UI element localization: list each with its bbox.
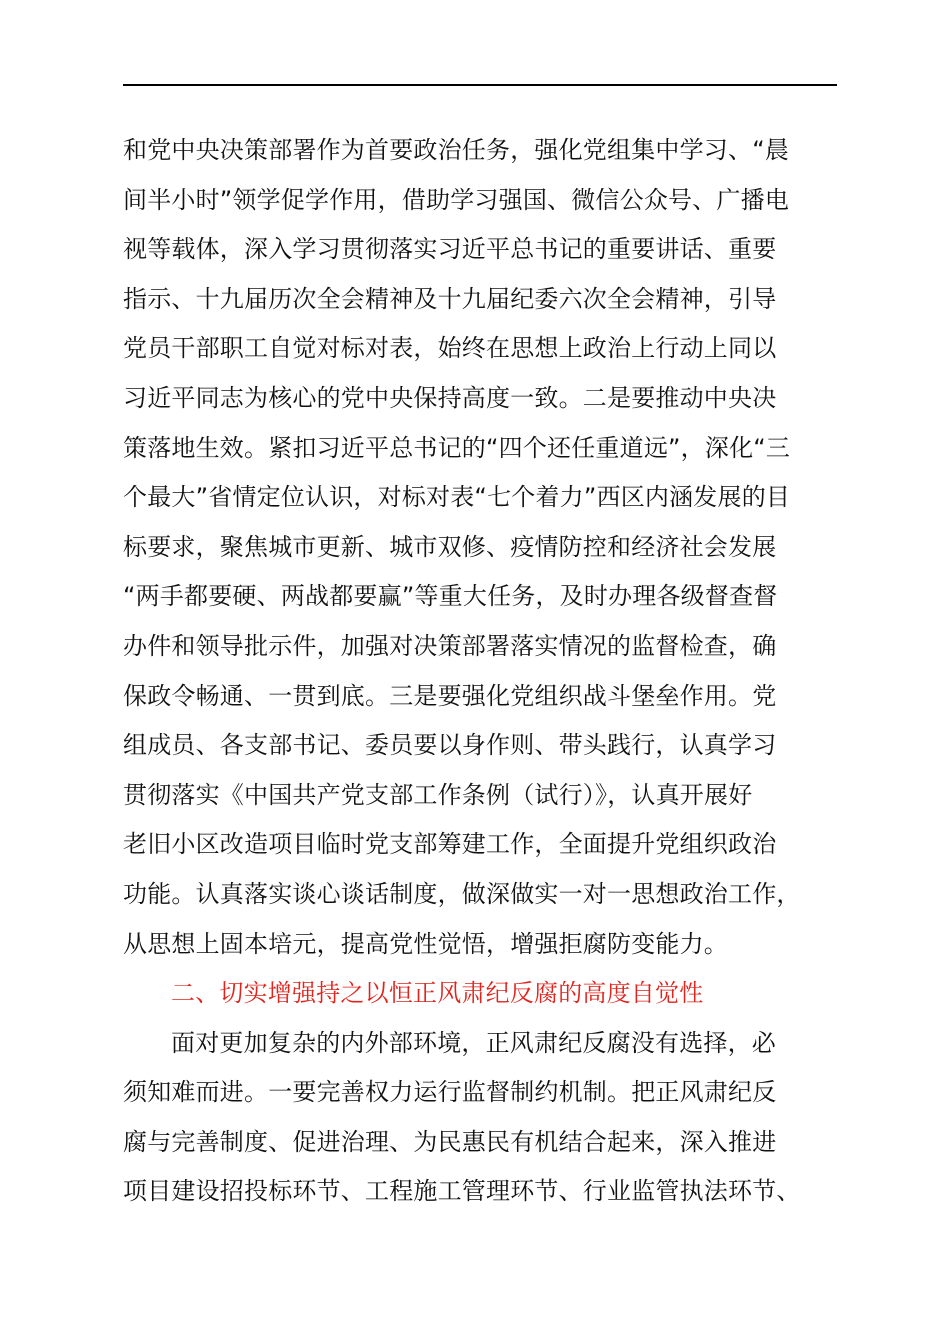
paragraph-line: “两手都要硬、两战都要赢”等重大任务，及时办理各级督查督: [123, 582, 778, 611]
paragraph-line: 贯彻落实《中国共产党支部工作条例（试行）》，认真开展好: [123, 780, 753, 809]
paragraph-line: 功能。认真落实谈心谈话制度，做深做实一对一思想政治工作，: [123, 879, 801, 908]
paragraph-line: 和党中央决策部署作为首要政治任务，强化党组集中学习、“晨: [123, 136, 790, 164]
paragraph-line: 从思想上固本培元，提高党性觉悟，增强拒腐防变能力。: [123, 929, 728, 958]
paragraph-line: 面对更加复杂的内外部环境，正风肃纪反腐没有选择，必: [171, 1028, 776, 1057]
body-text: [123, 126, 863, 1217]
paragraph-line: 办件和领导批示件，加强对决策部署落实情况的监督检查，确: [123, 631, 777, 660]
paragraph-line: 项目建设招投标环节、工程施工管理环节、行业监管执法环节、: [123, 1177, 801, 1206]
paragraph-line: 个最大”省情定位认识，对标对表“七个着力”西区内涵发展的目: [123, 483, 791, 512]
paragraph-line: 党员干部职工自觉对标对表，始终在思想上政治上行动上同以: [123, 334, 777, 363]
paragraph-line: 老旧小区改造项目临时党支部筹建工作，全面提升党组织政治: [123, 830, 777, 859]
paragraph-line: 习近平同志为核心的党中央保持高度一致。二是要推动中央决: [123, 383, 777, 412]
paragraph-line: 保政令畅通、一贯到底。三是要强化党组织战斗堡垒作用。党: [123, 681, 777, 710]
paragraph-line: 视等载体，深入学习贯彻落实习近平总书记的重要讲话、重要: [123, 235, 777, 264]
paragraph-line: 标要求，聚焦城市更新、城市双修、疫情防控和经济社会发展: [123, 532, 777, 561]
paragraph-line: 组成员、各支部书记、委员要以身作则、带头践行，认真学习: [123, 731, 777, 760]
paragraph-line: 腐与完善制度、促进治理、为民惠民有机结合起来，深入推进: [123, 1127, 777, 1156]
paragraph-line: 间半小时”领学促学作用，借助学习强国、微信公众号、广播电: [123, 185, 790, 214]
section-heading: 二、切实增强持之以恒正风肃纪反腐的高度自觉性: [171, 979, 704, 1008]
header-rule: [123, 84, 837, 86]
paragraph-line: 指示、十九届历次全会精神及十九届纪委六次全会精神，引导: [123, 284, 777, 313]
paragraph-line: 须知难而进。一要完善权力运行监督制约机制。把正风肃纪反: [123, 1078, 777, 1107]
paragraph-line: 策落地生效。紧扣习近平总书记的“四个还任重道远”，深化“三: [123, 433, 791, 462]
